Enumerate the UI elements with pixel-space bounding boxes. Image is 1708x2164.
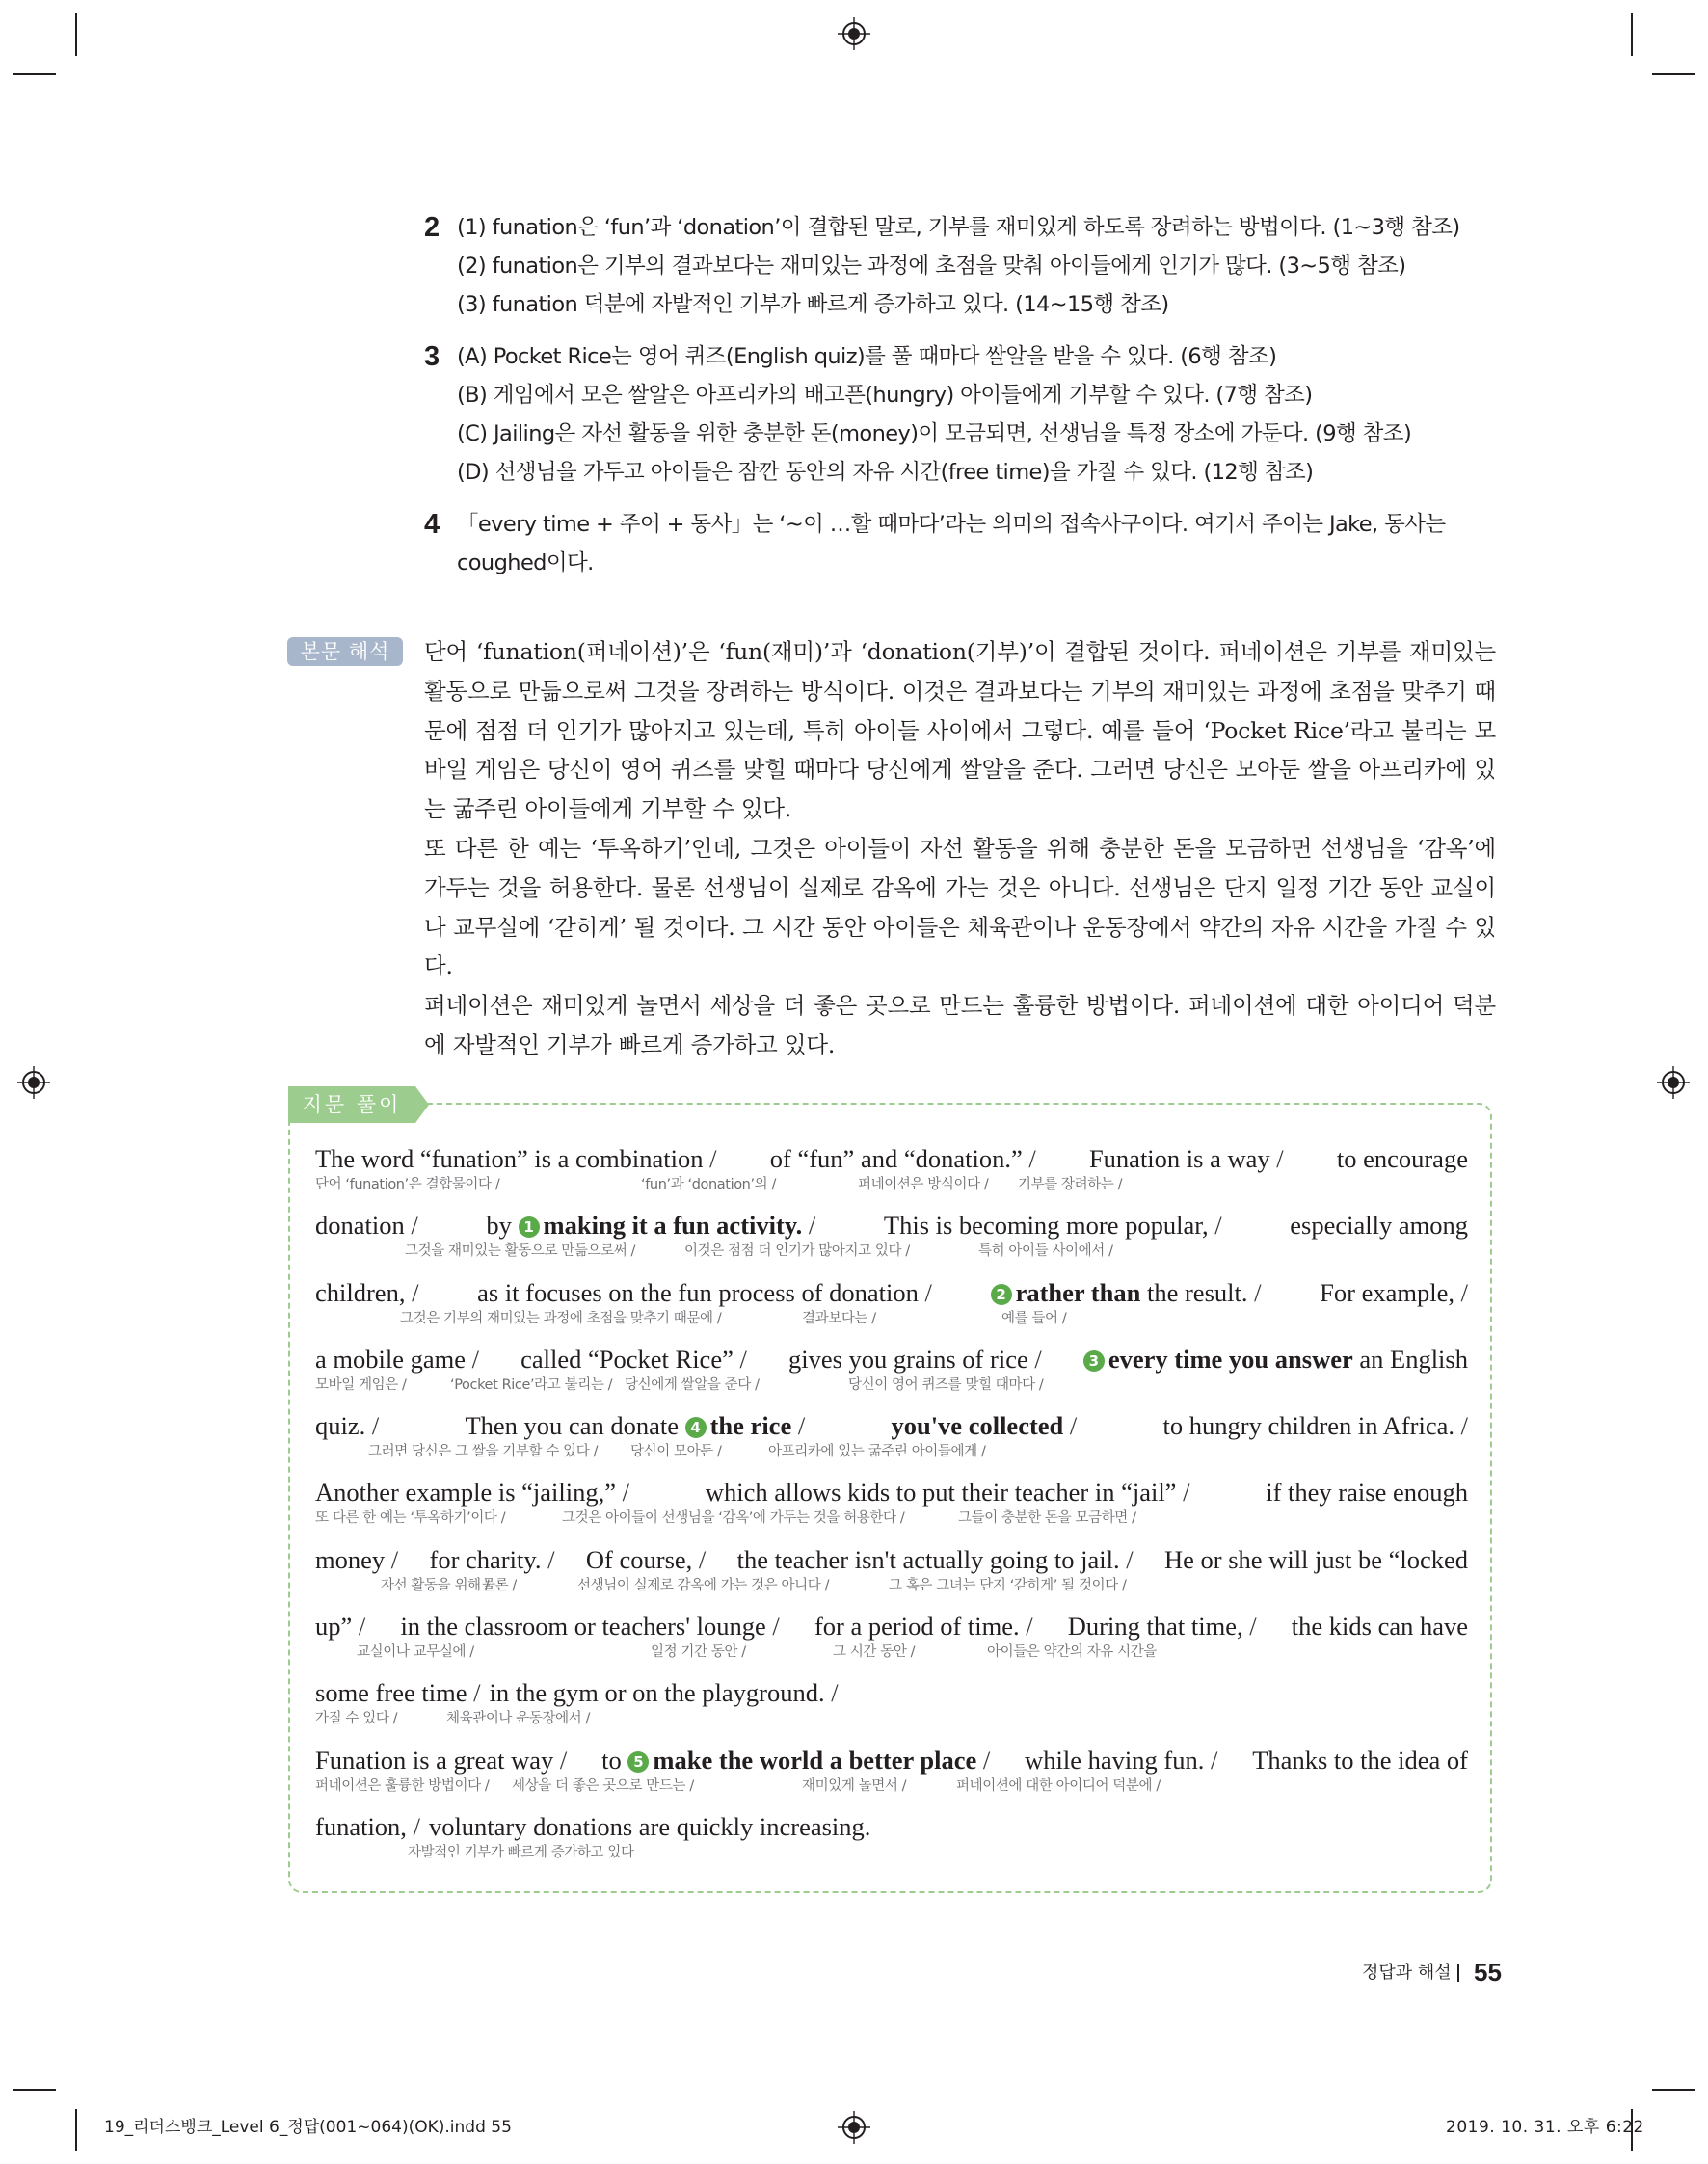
korean-gloss: 특히 아이들 사이에서 /: [978, 1243, 1113, 1260]
key-expression: rather than: [1015, 1277, 1141, 1307]
english-segment: [489, 1678, 838, 1707]
segment-text: up”: [315, 1612, 353, 1642]
segment-text: Then you can donate: [465, 1411, 679, 1441]
segment-text: quiz.: [315, 1411, 366, 1441]
korean-gloss: 기부를 장려하는 /: [1018, 1177, 1123, 1192]
korean-gloss: 모바일 게임은 /: [315, 1376, 407, 1393]
english-segment: [1083, 1345, 1468, 1374]
segment-text: Of course,: [585, 1544, 693, 1574]
reading-lines: [315, 1144, 1468, 1879]
answer-line: (1) funation은 ‘fun’과 ‘donation’이 결합된 말로, 기부를 재미있게 하도록 장려하는 방법이다. (1~3행 참조): [457, 215, 1460, 240]
answer-number: 4: [424, 509, 440, 540]
segment-text: as it focuses on the fun process of donation: [477, 1277, 919, 1307]
korean-gloss-line: [315, 1440, 1468, 1461]
crop-mark: [75, 13, 77, 56]
korean-gloss: 물론 /: [482, 1577, 517, 1593]
english-segment: [315, 1478, 629, 1507]
segment-text: He or she will just be “locked: [1164, 1544, 1468, 1574]
reading-row: [315, 1812, 1468, 1879]
segment-text: to: [601, 1745, 622, 1775]
segment-text: an English: [1352, 1344, 1468, 1374]
chunk-slash: /: [733, 1344, 747, 1374]
chunk-slash: /: [385, 1544, 399, 1574]
segment-text: to hungry children in Africa.: [1162, 1411, 1454, 1441]
english-segment: [788, 1345, 1042, 1374]
answer-line: coughed이다.: [457, 550, 594, 575]
korean-gloss: 또 다른 한 예는 ‘투옥하기’이다 /: [315, 1510, 506, 1527]
crop-mark: [13, 2089, 56, 2091]
english-segment: [770, 1144, 1036, 1173]
korean-gloss: 체육관이나 운동장에서 /: [446, 1711, 590, 1727]
korean-gloss: 퍼네이션은 훌륭한 방법이다 /: [315, 1777, 490, 1794]
korean-gloss: 이것은 점점 더 인기가 많아지고 있다 /: [684, 1243, 910, 1260]
answer-line: 「every time + 주어 + 동사」는 ‘~이 …할 때마다’라는 의미의 접속사구이다. 여기서 주어는 Jake, 동사는: [457, 512, 1446, 537]
key-expression: make the world a better place: [653, 1745, 977, 1775]
chunk-slash: /: [1242, 1612, 1257, 1642]
korean-gloss: 그것은 기부의 재미있는 과정에 초점을 맞추기 때문에 /: [400, 1310, 722, 1326]
chunk-slash: /: [1247, 1277, 1262, 1307]
english-segment: [315, 1278, 418, 1307]
chunk-slash: /: [765, 1612, 780, 1642]
korean-gloss-line: [315, 1775, 1468, 1796]
chunk-slash: /: [1176, 1478, 1190, 1508]
english-segment: [706, 1478, 1190, 1507]
segment-text: The word “funation” is a combination: [315, 1144, 704, 1173]
tag-notch: [415, 1086, 429, 1123]
english-segment: [315, 1612, 365, 1641]
korean-gloss: 자발적인 기부가 빠르게 증가하고 있다: [408, 1844, 634, 1860]
reading-row: [315, 1278, 1468, 1345]
reading-row: [315, 1144, 1468, 1211]
korean-gloss: 퍼네이션은 방식이다 /: [858, 1177, 989, 1192]
reading-row: [315, 1746, 1468, 1812]
chunk-slash: /: [466, 1344, 479, 1374]
english-line: [315, 1612, 1468, 1641]
english-segment: [315, 1678, 480, 1707]
segment-text: money: [315, 1544, 386, 1574]
point-number-badge: 3: [1083, 1350, 1105, 1372]
korean-gloss: 그 시간 동안 /: [833, 1644, 916, 1661]
english-line: [315, 1478, 1468, 1507]
crop-mark: [1652, 2089, 1695, 2091]
segment-text: which allows kids to put their teacher in “jail”: [705, 1478, 1177, 1508]
english-segment: [1337, 1144, 1468, 1173]
korean-gloss-line: [315, 1574, 1468, 1595]
english-segment: [601, 1746, 990, 1775]
english-segment: [315, 1812, 420, 1841]
chunk-slash: /: [541, 1544, 555, 1574]
crop-mark: [13, 73, 56, 75]
segment-text: in the gym or on the playground.: [489, 1678, 825, 1708]
answer-section: [424, 208, 1504, 596]
answer-item-3: [424, 337, 1504, 492]
korean-gloss: 세상을 더 좋은 곳으로 만드는 /: [512, 1777, 694, 1794]
registration-mark-icon: [838, 2111, 870, 2144]
chunk-slash: /: [1454, 1277, 1468, 1307]
translation-paragraph: 또 다른 한 예는 ‘투옥하기’인데, 그것은 아이들이 자선 활동을 위해 충분한 돈을 모금하면 선생님을 ‘감옥’에 가두는 것을 허용한다. 물론 선생님이 실제로 감옥에 가는 것은 아니다. 선생님은 단지 일정 기간 동안 교실이나 교무실에 ‘갇히게’ 될 것이다. 그 시간 동안 아이들은 체육관이나 운동장에서 약간의 자유 시간을 가질 수 있다.: [424, 834, 1496, 980]
reading-row: [315, 1411, 1468, 1478]
english-line: [315, 1411, 1468, 1440]
registration-mark-icon: [17, 1066, 50, 1099]
answer-item-2: [424, 208, 1504, 324]
chunk-slash: /: [692, 1544, 707, 1574]
korean-gloss-line: [315, 1173, 1468, 1194]
segment-text: voluntary donations are quickly increasing.: [428, 1811, 871, 1841]
english-line: [315, 1345, 1468, 1374]
korean-gloss: 예를 들어 /: [1001, 1310, 1067, 1326]
segment-text: by: [486, 1211, 512, 1241]
segment-text: a mobile game: [315, 1344, 466, 1374]
english-line: [315, 1746, 1468, 1775]
point-number-badge: 5: [627, 1751, 649, 1773]
english-segment: [477, 1278, 932, 1307]
reading-row: [315, 1345, 1468, 1411]
reading-row: [315, 1478, 1468, 1544]
segment-text: the teacher isn't actually going to jail.: [736, 1544, 1120, 1574]
chunk-slash: /: [1027, 1344, 1042, 1374]
english-line: [315, 1144, 1468, 1173]
segment-text: the kids can have: [1291, 1612, 1468, 1642]
segment-text: Another example is “jailing,”: [315, 1478, 617, 1508]
key-expression: making it a fun activity.: [543, 1211, 803, 1241]
point-number-badge: 1: [519, 1216, 540, 1238]
english-segment: [1320, 1278, 1468, 1307]
segment-text: children,: [315, 1277, 406, 1307]
reading-row: [315, 1612, 1468, 1678]
korean-gloss: 자선 활동을 위해 /: [381, 1577, 490, 1593]
english-line: [315, 1678, 1468, 1707]
english-segment: [315, 1545, 398, 1574]
korean-gloss: 당신이 모아둔 /: [630, 1444, 722, 1460]
segment-text: donation: [315, 1211, 405, 1241]
section-label: 정답과 해설: [1362, 1963, 1452, 1983]
english-segment: [1266, 1478, 1468, 1507]
korean-gloss: 그것을 재미있는 활동으로 만듦으로써 /: [405, 1243, 636, 1260]
segment-text: the result.: [1140, 1277, 1248, 1307]
korean-gloss: 일정 기간 동안 /: [651, 1644, 746, 1661]
english-segment: [586, 1545, 706, 1574]
answer-item-4: [424, 505, 1504, 582]
korean-gloss: 가질 수 있다 /: [315, 1711, 398, 1727]
segment-text: During that time,: [1067, 1612, 1243, 1642]
korean-gloss-line: [315, 1641, 1468, 1662]
segment-text: some free time: [315, 1678, 467, 1708]
print-slug-file: 19_리더스뱅크_Level 6_정답(001~064)(OK).indd 55: [104, 2118, 512, 2137]
chunk-slash: /: [1204, 1745, 1218, 1775]
chunk-slash: /: [1022, 1144, 1036, 1173]
translation-tag: 본문 해석: [287, 637, 403, 666]
chunk-slash: /: [553, 1745, 568, 1775]
page-number: 55: [1474, 1958, 1502, 1987]
english-segment: [891, 1411, 1077, 1440]
korean-gloss: ‘fun’과 ‘donation’의 /: [641, 1177, 776, 1192]
english-segment: [737, 1545, 1134, 1574]
english-segment: [1292, 1612, 1468, 1641]
english-segment: [520, 1345, 747, 1374]
segment-text: for a period of time.: [814, 1612, 1020, 1642]
english-segment: [991, 1278, 1262, 1307]
key-expression: the rice: [709, 1411, 792, 1441]
korean-gloss: 재미있게 놀면서 /: [802, 1777, 907, 1794]
english-segment: [1089, 1144, 1284, 1173]
answer-line: (D) 선생님을 가두고 아이들은 잠깐 동안의 자유 시간(free time)을 가질 수 있다. (12행 참조): [457, 460, 1314, 485]
reading-row: [315, 1211, 1468, 1277]
korean-gloss: 그러면 당신은 그 쌀을 기부할 수 있다 /: [368, 1444, 599, 1460]
chunk-slash: /: [1063, 1411, 1078, 1441]
english-segment: [429, 1812, 870, 1841]
korean-gloss: 당신이 영어 퀴즈를 맞힐 때마다 /: [848, 1376, 1044, 1393]
segment-text: especially among: [1290, 1211, 1468, 1241]
key-expression: every time you answer: [1108, 1344, 1353, 1374]
crop-mark: [1631, 13, 1633, 56]
korean-gloss: 퍼네이션에 대한 아이디어 덕분에 /: [956, 1777, 1161, 1794]
answer-line: (A) Pocket Rice는 영어 퀴즈(English quiz)를 풀 때마다 쌀알을 받을 수 있다. (6행 참조): [457, 344, 1277, 369]
segment-text: for charity.: [429, 1544, 542, 1574]
korean-gloss-line: [315, 1707, 1468, 1728]
registration-mark-icon: [1657, 1066, 1690, 1099]
english-segment: [1163, 1411, 1468, 1440]
segment-text: For example,: [1320, 1277, 1454, 1307]
chunk-slash: /: [1208, 1211, 1222, 1241]
chunk-slash: /: [406, 1811, 420, 1841]
segment-text: if they raise enough: [1266, 1478, 1468, 1508]
reading-row: [315, 1678, 1468, 1745]
answer-number: 2: [424, 212, 440, 243]
chunk-slash: /: [1269, 1144, 1284, 1173]
english-line: [315, 1812, 1468, 1841]
english-segment: [315, 1211, 418, 1240]
chunk-slash: /: [405, 1277, 419, 1307]
answer-line: (2) funation은 기부의 결과보다는 재미있는 과정에 초점을 맞춰 아이들에게 인기가 많다. (3~5행 참조): [457, 254, 1406, 279]
korean-gloss-line: [315, 1507, 1468, 1528]
key-expression: you've collected: [891, 1411, 1064, 1441]
english-line: [315, 1211, 1468, 1240]
korean-gloss-line: [315, 1374, 1468, 1395]
korean-gloss: 아프리카에 있는 굶주린 아이들에게 /: [768, 1444, 986, 1460]
segment-text: Funation is a way: [1088, 1144, 1270, 1173]
segment-text: of “fun” and “donation.”: [769, 1144, 1023, 1173]
print-slug-date: 2019. 10. 31. 오후 6:22: [1446, 2118, 1644, 2137]
answer-number: 3: [424, 341, 440, 372]
chunk-slash: /: [918, 1277, 932, 1307]
answer-line: (B) 게임에서 모은 쌀알은 아프리카의 배고픈(hungry) 아이들에게 기부할 수 있다. (7행 참조): [457, 383, 1313, 408]
english-segment: [315, 1144, 717, 1173]
chunk-slash: /: [802, 1211, 816, 1241]
reading-row: [315, 1545, 1468, 1612]
segment-text: Thanks to the idea of: [1252, 1745, 1468, 1775]
korean-gloss-line: [315, 1307, 1468, 1328]
chunk-slash: /: [467, 1678, 481, 1708]
translation-body: [424, 632, 1496, 1065]
point-number-badge: 4: [685, 1417, 707, 1438]
korean-gloss: 그것은 아이들이 선생님을 ‘감옥’에 가두는 것을 허용한다 /: [562, 1510, 905, 1527]
korean-gloss: 당신에게 쌀알을 준다 /: [625, 1376, 760, 1393]
crop-mark: [75, 2109, 77, 2151]
english-segment: [1290, 1211, 1468, 1240]
english-segment: [1068, 1612, 1257, 1641]
chunk-slash: /: [404, 1211, 418, 1241]
korean-gloss: 아이들은 약간의 자유 시간을: [987, 1644, 1157, 1661]
segment-text: funation,: [315, 1811, 407, 1841]
translation-paragraph: 퍼네이션은 재미있게 놀면서 세상을 더 좋은 곳으로 만드는 훌륭한 방법이다. 퍼네이션에 대한 아이디어 덕분에 자발적인 기부가 빠르게 증가하고 있다.: [424, 992, 1496, 1058]
chunk-slash: /: [791, 1411, 806, 1441]
korean-gloss: 교실이나 교무실에 /: [357, 1644, 474, 1661]
korean-gloss: 그 혹은 그녀는 단지 ‘갇히게’ 될 것이다 /: [889, 1577, 1127, 1593]
english-segment: [315, 1345, 479, 1374]
chunk-slash: /: [616, 1478, 630, 1508]
chunk-slash: /: [824, 1678, 839, 1708]
english-segment: [884, 1211, 1222, 1240]
segment-text: in the classroom or teachers' lounge: [400, 1612, 766, 1642]
segment-text: This is becoming more popular,: [883, 1211, 1209, 1241]
korean-gloss-line: [315, 1240, 1468, 1261]
english-segment: [430, 1545, 555, 1574]
reading-analysis-tag: 지문 풀이: [288, 1086, 415, 1123]
chunk-slash: /: [1019, 1612, 1033, 1642]
chunk-slash: /: [352, 1612, 366, 1642]
korean-gloss: 단어 ‘funation’은 결합물이다 /: [315, 1177, 500, 1192]
segment-text: to encourage: [1336, 1144, 1468, 1173]
korean-gloss: 그들이 충분한 돈을 모금하면 /: [958, 1510, 1136, 1527]
english-segment: [1252, 1746, 1468, 1775]
chunk-slash: /: [1119, 1544, 1134, 1574]
english-segment: [814, 1612, 1033, 1641]
segment-text: while having fun.: [1025, 1745, 1205, 1775]
segment-text: called “Pocket Rice”: [520, 1344, 734, 1374]
segment-text: gives you grains of rice: [787, 1344, 1028, 1374]
point-number-badge: 2: [991, 1284, 1012, 1305]
korean-gloss: 결과보다는 /: [802, 1310, 876, 1326]
english-segment: [1025, 1746, 1217, 1775]
english-segment: [465, 1411, 805, 1440]
chunk-slash: /: [365, 1411, 380, 1441]
english-line: [315, 1278, 1468, 1307]
answer-line: (C) Jailing은 자선 활동을 위한 충분한 돈(money)이 모금되면, 선생님을 특정 장소에 가둔다. (9행 참조): [457, 421, 1412, 446]
answer-line: (3) funation 덕분에 자발적인 기부가 빠르게 증가하고 있다. (14~15행 참조): [457, 292, 1169, 317]
english-segment: [315, 1746, 567, 1775]
chunk-slash: /: [976, 1745, 991, 1775]
chunk-slash: /: [703, 1144, 717, 1173]
page-divider: [1457, 1964, 1459, 1982]
korean-gloss: 선생님이 실제로 감옥에 가는 것은 아니다 /: [577, 1577, 830, 1593]
english-segment: [315, 1411, 379, 1440]
english-segment: [486, 1211, 815, 1240]
korean-gloss-line: [315, 1841, 1468, 1862]
english-segment: [1164, 1545, 1468, 1574]
translation-paragraph: 단어 ‘funation(퍼네이션)’은 ‘fun(재미)’과 ‘donation(기부)’이 결합된 것이다. 퍼네이션은 기부를 재미있는 활동으로 만듦으로써 그것을 장려하는 방식이다. 이것은 결과보다는 기부의 재미있는 과정에 초점을 맞추기 때문에 점점 더 인기가 많아지고 있는데, 특히 아이들 사이에서 그렇다. 예를 들어 ‘Pocket Rice’라고 불리는 모바일 게임은 당신이 영어 퀴즈를 맞힐 때마다 당신에게 쌀알을 준다. 그러면 당신은 모아둔 쌀을 아프리카에 있는 굶주린 아이들에게 기부할 수 있다.: [424, 638, 1496, 823]
korean-gloss: ‘Pocket Rice’라고 불리는 /: [450, 1376, 613, 1393]
registration-mark-icon: [838, 17, 870, 50]
crop-mark: [1652, 73, 1695, 75]
segment-text: Funation is a great way: [315, 1745, 554, 1775]
english-segment: [400, 1612, 779, 1641]
chunk-slash: /: [1454, 1411, 1468, 1441]
english-line: [315, 1545, 1468, 1574]
